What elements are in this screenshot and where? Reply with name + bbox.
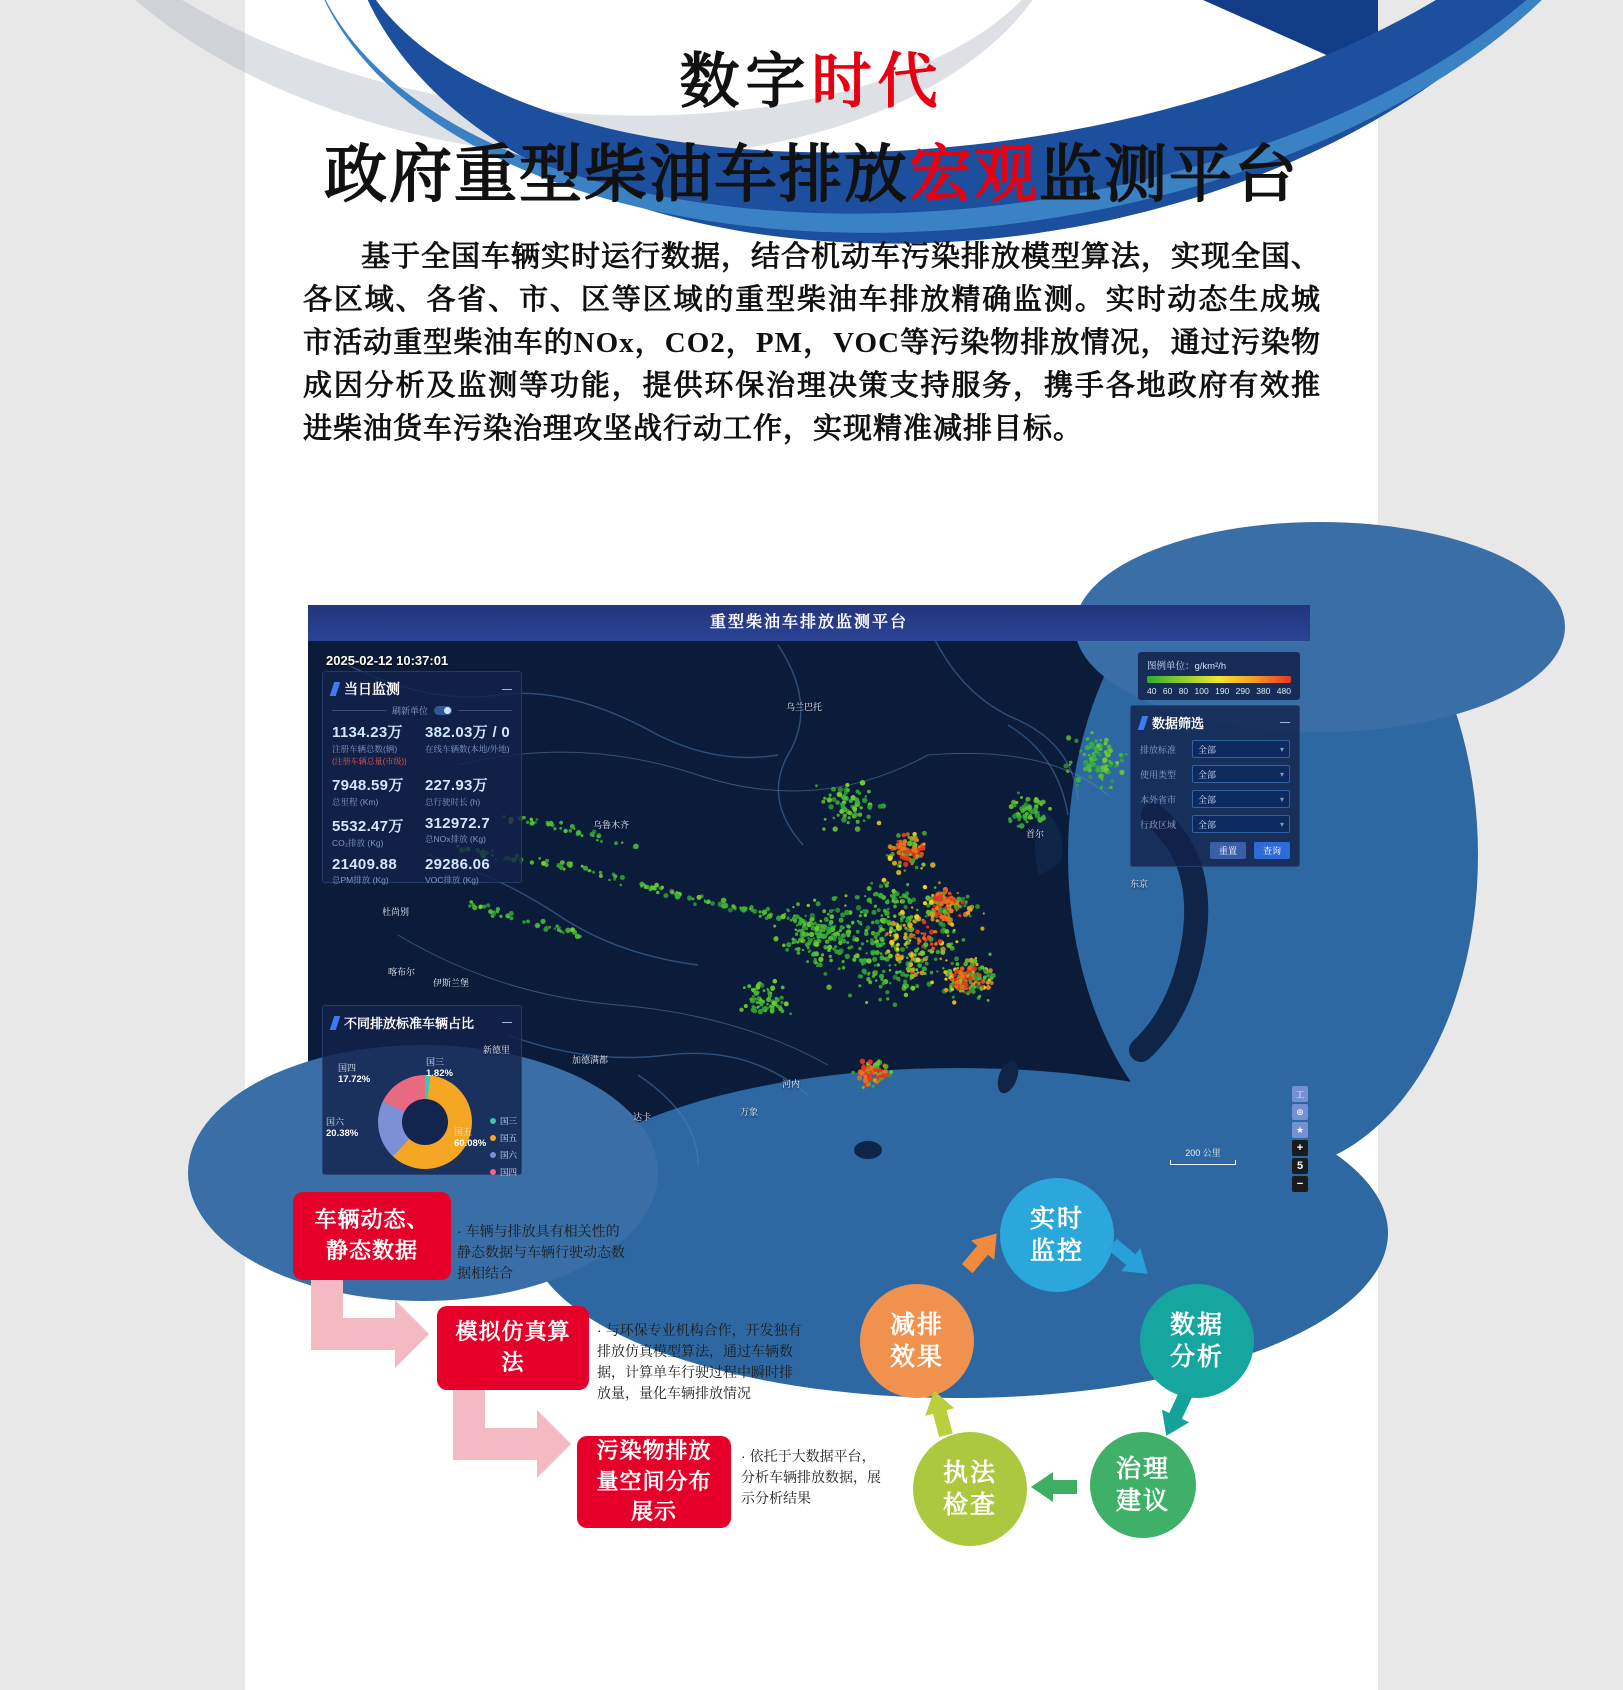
legend-tick: 380 <box>1256 686 1271 696</box>
stat-value: 29286.06 <box>425 856 490 873</box>
filter-label: 使用类型 <box>1140 769 1177 780</box>
stat-cell <box>425 856 512 886</box>
chevron-down-icon: ▾ <box>1279 744 1284 754</box>
filter-selected-value: 全部 <box>1198 769 1217 780</box>
cycle-arrow-to-enforcement-icon <box>1031 1472 1077 1502</box>
flow-arrow-2-icon <box>445 1390 575 1500</box>
pie-legend-item <box>490 1149 517 1161</box>
stat-value: 1134.23万 <box>332 724 403 741</box>
cycle-node-emission-reduction: 减排 效果 <box>860 1284 974 1398</box>
stat-cell <box>425 774 512 808</box>
stat-cell <box>332 856 419 886</box>
pie-legend-item <box>490 1166 517 1178</box>
filter-selected-value: 全部 <box>1198 744 1217 755</box>
reset-button[interactable]: 重置 <box>1210 842 1246 859</box>
stat-cell <box>425 815 512 849</box>
legend-tick: 290 <box>1235 686 1250 696</box>
stat-value: 382.03万 / 0 <box>425 724 511 741</box>
cycle-node-realtime-monitor: 实时 监控 <box>1000 1178 1114 1292</box>
refresh-toggle[interactable] <box>434 706 452 715</box>
legend-ticks <box>1147 686 1291 696</box>
pie-legend-label: 国六 <box>500 1150 518 1160</box>
pie-legend <box>490 1115 517 1178</box>
collapse-icon[interactable]: — <box>502 1017 512 1028</box>
stat-label: 注册车辆总数(辆) <box>332 744 398 754</box>
pie-legend-label: 国五 <box>500 1133 518 1143</box>
filter-row <box>1140 740 1290 758</box>
stat-label: 总NOx排放 (Kg) <box>425 834 486 844</box>
emission-standard-pie-panel <box>322 1005 522 1175</box>
filter-label: 排放标准 <box>1140 744 1177 755</box>
zoom-level: 5 <box>1292 1158 1308 1174</box>
city-label: 加德满都 <box>572 1055 609 1065</box>
map-scale <box>1170 1146 1236 1165</box>
pie-callout: 国四 17.72% <box>338 1063 371 1086</box>
stat-value: 5532.47万 <box>332 818 404 835</box>
page-title <box>245 34 1378 120</box>
query-button[interactable]: 查询 <box>1254 842 1290 859</box>
flow-box-spatial-display: 污染物排放量空间分布展示 <box>577 1436 731 1528</box>
stat-note: (注册车辆总量(市级)) <box>332 757 407 766</box>
dashboard-screenshot <box>308 605 1310 1190</box>
filter-select[interactable] <box>1192 740 1290 758</box>
legend-tick: 190 <box>1215 686 1230 696</box>
city-label: 乌鲁木齐 <box>593 820 630 830</box>
refresh-label: 刷新单位 <box>392 706 429 716</box>
pie-callout: 国三 1.82% <box>426 1057 453 1080</box>
data-filter-panel <box>1130 705 1300 867</box>
pie-legend-item <box>490 1132 517 1144</box>
stat-label: 总PM排放 (Kg) <box>332 875 389 885</box>
legend-dot-icon <box>490 1169 496 1175</box>
map-scale-label: 200 公里 <box>1185 1148 1221 1158</box>
stat-label: 总里程 (Km) <box>332 797 379 807</box>
city-label: 河内 <box>782 1079 801 1089</box>
cycle-node-data-analysis: 数据 分析 <box>1140 1284 1254 1398</box>
filter-panel-title: 数据筛选 <box>1152 716 1205 731</box>
flow-box-simulation: 模拟仿真算法 <box>437 1306 589 1390</box>
dashboard-timestamp: 2025-02-12 10:37:01 <box>326 653 449 668</box>
pie-callout: 国五 60.08% <box>454 1127 487 1150</box>
pie-callout: 国六 20.38% <box>326 1117 359 1140</box>
filter-label: 行政区域 <box>1140 819 1177 830</box>
map-scale-bar <box>1170 1160 1236 1165</box>
filter-row <box>1140 815 1290 833</box>
stat-label: 在线车辆数(本地/外地) <box>425 744 510 754</box>
city-label: 喀布尔 <box>388 967 416 977</box>
panel-accent-icon <box>330 1016 341 1030</box>
title-red-part: 时代 <box>811 48 944 115</box>
collapse-icon[interactable]: — <box>502 683 512 695</box>
legend-gradient-bar <box>1147 676 1291 683</box>
city-label: 伊斯兰堡 <box>433 978 470 988</box>
panel-accent-icon <box>1138 716 1149 730</box>
title-black-part: 数字 <box>679 48 812 115</box>
city-label: 万象 <box>740 1107 759 1117</box>
stat-value: 227.93万 <box>425 777 488 794</box>
chevron-down-icon: ▾ <box>1279 769 1284 779</box>
chevron-down-icon: ▾ <box>1279 794 1284 804</box>
zoom-out-button[interactable]: − <box>1292 1176 1308 1192</box>
pie-legend-label: 国三 <box>500 1116 518 1126</box>
map-tool-stack <box>1292 1086 1308 1192</box>
stat-label: CO₂排放 (Kg) <box>332 838 384 848</box>
stat-cell <box>332 815 419 849</box>
filter-row <box>1140 790 1290 808</box>
flow-arrow-1-icon <box>303 1280 433 1390</box>
legend-tick: 60 <box>1162 686 1173 696</box>
legend-unit-label: 图例单位：g/km²/h <box>1147 661 1227 672</box>
stat-cell <box>332 721 419 767</box>
intro-paragraph: 基于全国车辆实时运行数据，结合机动车污染排放模型算法，实现全国、各区域、各省、市、区等区域的重型柴油车排放精确监测。实时动态生成城市活动重型柴油车的NOx，CO2，PM，VOC等污染物排放情况，通过污染物成因分析及监测等功能，提供环保治理决策支持服务，携手各地政府有效推进柴油货车污染治理攻坚战行动工作，实现精准减排目标。 <box>303 241 1322 445</box>
flow-desc-spatial-display: · 依托于大数据平台，分析车辆排放数据，展示分析结果 <box>741 1448 881 1506</box>
chevron-down-icon: ▾ <box>1279 819 1284 829</box>
filter-row <box>1140 765 1290 783</box>
pie-legend-item <box>490 1115 517 1127</box>
flow-desc-simulation: · 与环保专业机构合作，开发独有排放仿真模型算法，通过车辆数据，计算单车行驶过程中瞬时排放量，量化车辆排放情况 <box>597 1322 802 1401</box>
map-legend <box>1138 652 1300 700</box>
city-label: 杜尚别 <box>382 907 410 917</box>
cycle-node-governance-advice: 治理 建议 <box>1090 1432 1196 1538</box>
collapse-icon[interactable]: — <box>1280 717 1290 728</box>
favorite-icon[interactable]: ★ <box>1292 1122 1308 1138</box>
filter-selected-value: 全部 <box>1198 819 1217 830</box>
legend-tick: 40 <box>1147 686 1157 696</box>
city-label: 首尔 <box>1026 829 1045 839</box>
today-panel-title: 当日监测 <box>344 681 400 697</box>
city-label: 新德里 <box>483 1045 511 1055</box>
legend-dot-icon <box>490 1152 496 1158</box>
stat-value: 21409.88 <box>332 856 397 873</box>
filter-select[interactable] <box>1192 765 1290 783</box>
poster-page <box>245 0 1378 1690</box>
stat-value: 312972.7 <box>425 815 490 832</box>
legend-dot-icon <box>490 1135 496 1141</box>
panel-accent-icon <box>330 682 341 696</box>
today-monitor-panel <box>322 671 522 883</box>
stat-label: VOC排放 (Kg) <box>425 875 479 885</box>
locate-icon[interactable]: ⊕ <box>1292 1104 1308 1120</box>
city-label: 达卡 <box>633 1112 652 1122</box>
pie-panel-title: 不同排放标准车辆占比 <box>344 1016 475 1031</box>
stat-cell <box>425 721 512 767</box>
stat-cell <box>332 774 419 808</box>
zoom-in-button[interactable]: + <box>1292 1140 1308 1156</box>
flow-desc-vehicle-data: · 车辆与排放具有相关性的静态数据与车辆行驶动态数据相结合 <box>457 1223 625 1281</box>
dashboard-title-bar: 重型柴油车排放监测平台 <box>308 605 1310 641</box>
today-stats-grid <box>332 721 512 886</box>
page-subtitle: 政府重型柴油车排放宏观监测平台 <box>324 140 1299 210</box>
filter-label: 本外省市 <box>1140 794 1177 805</box>
legend-tick: 80 <box>1178 686 1189 696</box>
cycle-node-enforcement-check: 执法 检查 <box>913 1432 1027 1546</box>
city-label: 东京 <box>1130 879 1149 889</box>
filter-select[interactable] <box>1192 790 1290 808</box>
filter-selected-value: 全部 <box>1198 794 1217 805</box>
flow-box-vehicle-data: 车辆动态、静态数据 <box>293 1192 451 1280</box>
stat-value: 7948.59万 <box>332 777 404 794</box>
stat-label: 总行驶时长 (h) <box>425 797 481 807</box>
legend-tick: 480 <box>1276 686 1291 696</box>
emission-standard-donut-chart <box>378 1075 472 1169</box>
legend-dot-icon <box>490 1118 496 1124</box>
measure-icon[interactable]: 工 <box>1292 1086 1308 1102</box>
filter-rows <box>1140 740 1290 833</box>
city-label: 乌兰巴托 <box>786 702 823 712</box>
filter-select[interactable] <box>1192 815 1290 833</box>
pie-legend-label: 国四 <box>500 1167 518 1177</box>
legend-tick: 100 <box>1194 686 1209 696</box>
